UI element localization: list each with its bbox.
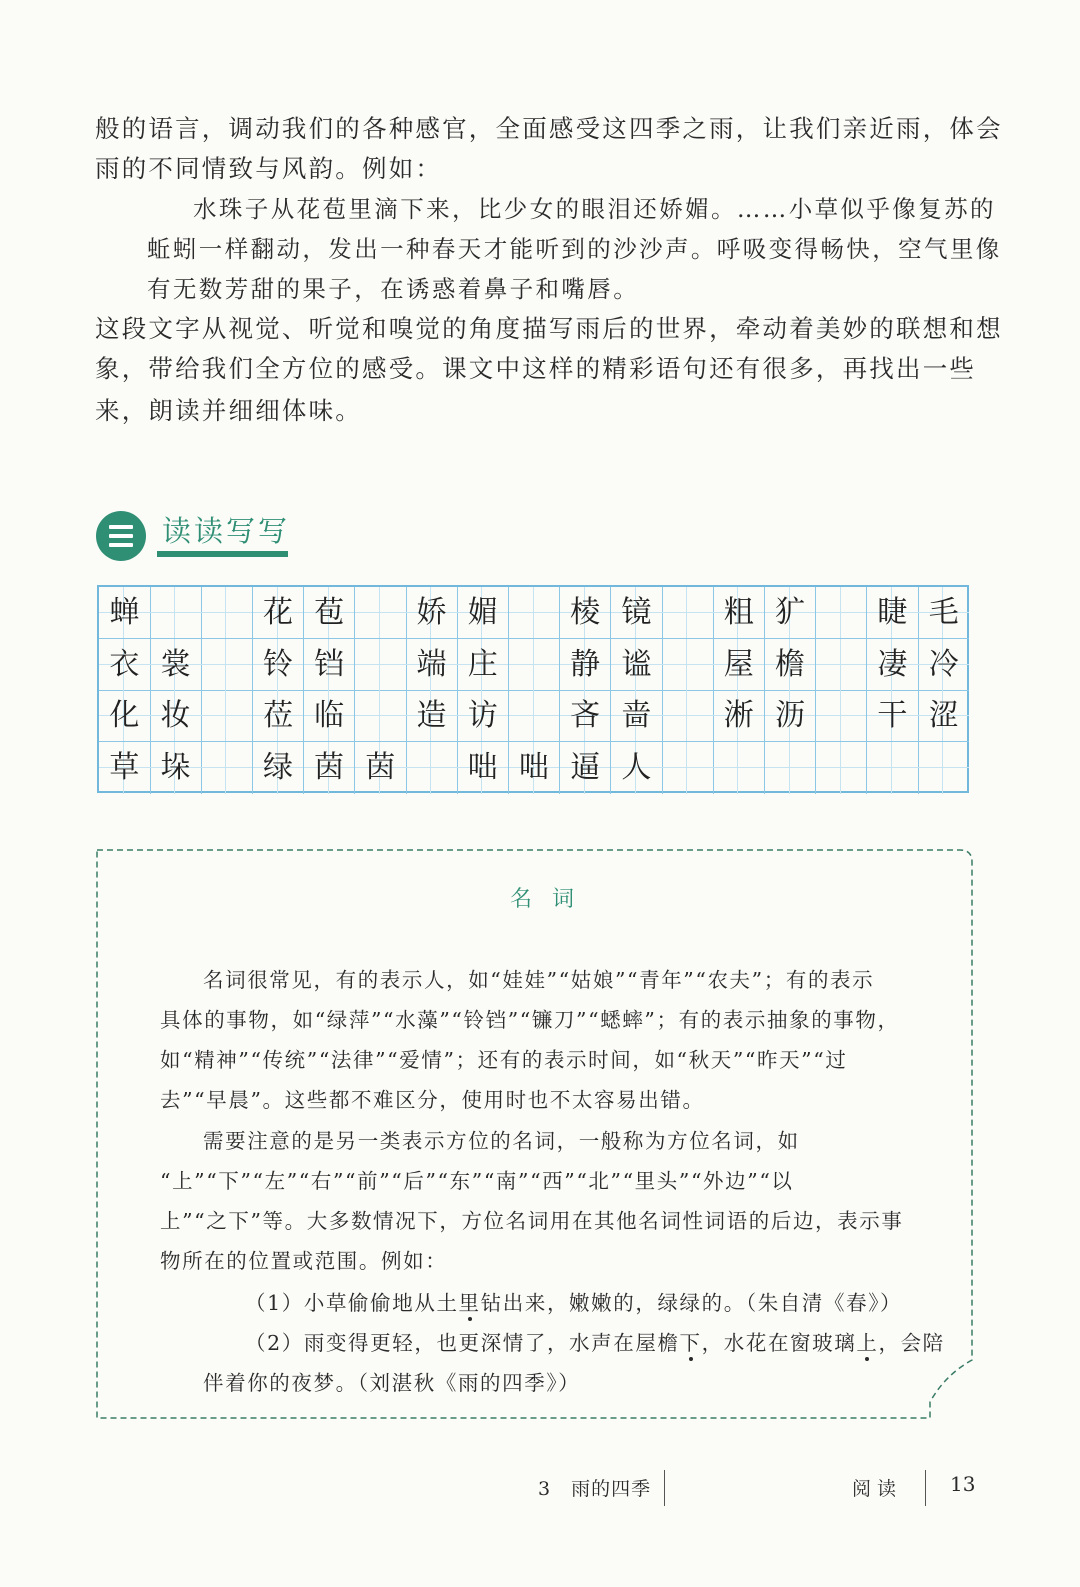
footer-lesson: 3 雨的四季 [538,1478,652,1500]
grid-cell: 苞 [304,587,356,639]
grid-cell: 端 [406,639,458,691]
grid-cell: 庄 [457,639,509,691]
grid-cell: 人 [611,742,663,794]
grid-cell: 谧 [611,639,663,691]
note-line-6: “上”“下”“左”“右”“前”“后”“东”“南”“西”“北”“里头”“外边”“以 [160,1169,794,1193]
grid-cell: 镜 [611,587,663,639]
body-line-4: 象，带给我们全方位的感受。课文中这样的精彩语句还有很多，再找出一些 [95,354,977,383]
grid-cell: 裳 [150,639,202,691]
footer-separator [925,1470,926,1506]
grid-cell: 静 [560,639,612,691]
note-line-8: 物所在的位置或范围。例如： [160,1249,448,1273]
footer-unit: 阅读 [852,1478,903,1500]
note-line-5: 需要注意的是另一类表示方位的名词，一般称为方位名词，如 [203,1129,800,1153]
grid-cell: 娇 [406,587,458,639]
example-1-before: （1）小草偷偷地从土 [245,1291,459,1315]
section-title: 读读写写 [162,514,291,548]
grid-cell: 沥 [765,690,817,742]
grid-cell: 咄 [509,742,561,794]
grid-cell: 棱 [560,587,612,639]
grid-cell [509,690,561,742]
grid-cell: 茵 [355,742,407,794]
example-2-part-2: ，水花在窗玻璃 [701,1331,857,1355]
body-line-1: 般的语言，调动我们的各种感官，全面感受这四季之雨，让我们亲近雨，体会 [95,114,1003,143]
grid-cell [150,587,202,639]
grid-cell [816,587,868,639]
grid-cell [509,587,561,639]
body-line-3: 这段文字从视觉、听觉和嗅觉的角度描写雨后的世界，牵动着美妙的联想和想 [95,314,1003,343]
grid-cell: 妆 [150,690,202,742]
grid-cell: 访 [457,690,509,742]
grid-cell: 啬 [611,690,663,742]
grid-cell: 造 [406,690,458,742]
grid-cell: 犷 [765,587,817,639]
grid-cell [201,690,253,742]
grid-cell [201,639,253,691]
grid-cell: 衣 [99,639,151,691]
note-title: 名词 [510,887,595,912]
grid-cell [713,742,765,794]
grid-cell [662,639,714,691]
grid-cell [355,587,407,639]
note-line-3: 如“精神”“传统”“法律”“爱情”；还有的表示时间，如“秋天”“昨天”“过 [160,1048,848,1072]
grid-cell: 铃 [253,639,305,691]
grid-cell [662,587,714,639]
example-2-part-1: （2）雨变得更轻，也更深情了，水声在屋檐 [245,1331,680,1355]
three-bars-icon [96,511,146,561]
example-1 [245,1286,902,1316]
example-1-after: 钻出来，嫩嫩的，绿绿的。（朱自清《春》） [480,1291,903,1315]
example-1-emphasis: 里 [458,1291,481,1315]
body-line-5: 来，朗读并细细体味。 [95,396,362,425]
grid-cell: 化 [99,690,151,742]
grid-cell: 冷 [918,639,969,691]
grid-cell: 干 [867,690,919,742]
grid-cell [867,742,919,794]
example-2-line-2: 伴着你的夜梦。（刘湛秋《雨的四季》） [203,1371,581,1395]
example-2-emphasis-2: 上 [856,1331,879,1355]
note-line-1: 名词很常见，有的表示人，如“娃娃”“姑娘”“青年”“农夫”；有的表示 [203,968,875,992]
example-2-emphasis-1: 下 [679,1331,702,1355]
writing-grid [97,585,969,793]
note-line-4: 去”“早晨”。这些都不难区分，使用时也不太容易出错。 [160,1088,705,1112]
grid-cell: 凄 [867,639,919,691]
grid-cell [816,639,868,691]
quote-line-3: 有无数芳甜的果子，在诱惑着鼻子和嘴唇。 [147,275,640,303]
grid-cell [201,742,253,794]
grid-cell [662,742,714,794]
section-title-underline [157,551,288,557]
body-line-2: 雨的不同情致与风韵。例如： [95,154,443,183]
grid-cell [355,639,407,691]
grid-cell [406,742,458,794]
grid-cell: 媚 [457,587,509,639]
grid-cell [355,690,407,742]
grid-cell [509,639,561,691]
grid-cell [918,742,969,794]
grid-cell: 淅 [713,690,765,742]
grid-cell: 睫 [867,587,919,639]
quote-line-1: 水珠子从花苞里滴下来，比少女的眼泪还娇媚。……小草似乎像复苏的 [193,195,996,223]
grid-cell [765,742,817,794]
grid-cell [201,587,253,639]
example-2 [245,1326,945,1356]
grid-cell: 蝉 [99,587,151,639]
footer-separator [664,1470,665,1506]
grid-cell: 绿 [253,742,305,794]
grid-cell: 垛 [150,742,202,794]
grid-cell [816,690,868,742]
grid-cell: 花 [253,587,305,639]
note-line-2: 具体的事物，如“绿萍”“水藻”“铃铛”“镰刀”“蟋蟀”；有的表示抽象的事物， [160,1008,900,1032]
grid-cell: 屋 [713,639,765,691]
grid-cell: 咄 [457,742,509,794]
grid-cell: 临 [304,690,356,742]
grid-cell: 涩 [918,690,969,742]
grid-cell: 粗 [713,587,765,639]
grid-cell: 莅 [253,690,305,742]
grid-cell: 檐 [765,639,817,691]
grid-cell [816,742,868,794]
grid-cell: 铛 [304,639,356,691]
page-number: 13 [950,1472,976,1496]
grid-cell: 吝 [560,690,612,742]
grid-cell: 毛 [918,587,969,639]
example-2-part-3: ，会陪 [878,1331,945,1355]
grid-cell [662,690,714,742]
quote-line-2: 蚯蚓一样翻动，发出一种春天才能听到的沙沙声。呼吸变得畅快，空气里像 [147,235,1002,263]
note-line-7: 上”“之下”等。大多数情况下，方位名词用在其他名词性词语的后边，表示事 [160,1209,904,1233]
grid-cell: 逼 [560,742,612,794]
grid-cell: 茵 [304,742,356,794]
grid-cell: 草 [99,742,151,794]
